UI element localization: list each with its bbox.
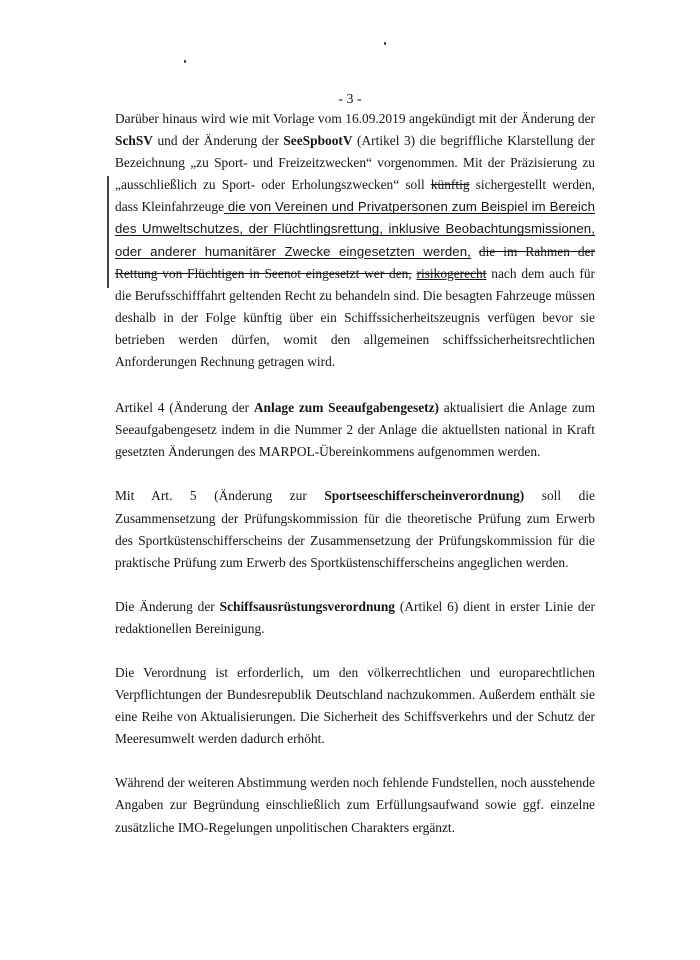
paragraph-schsv-amendment [115, 108, 595, 373]
inserted-text: die von Vereinen und Privatpersonen zum Beispiel im Bereich des Umweltschutzes, der Flüchtlingsrettung, inklusive Beobachtungsmissionen, oder anderer humanitärer Zwecke eingesetzten werden, [115, 199, 595, 259]
page-number: - 3 - [338, 92, 362, 107]
bold-term: SeeSpbootV [283, 133, 353, 149]
paragraph-necessity: Die Verordnung ist erforderlich, um den völkerrechtlichen und europarechtlichen Verpflichtungen der Bundesrepublik Deutschland nachzukommen. Außerdem enthält sie eine Reihe von Aktualisierungen. Die Sicherheit des Schiffsverkehrs und der Schutz der Meeresumwelt werden dadurch erhöht. [115, 664, 595, 747]
text-run: soll die Zusammensetzung der Prüfungskommission für die theoretische Prüfung zum Erwerb des Sportküstenschifferscheins der Zusammensetzung der Prüfungskommission für die praktische Prüfung zum Erwerb des Sportküstenschifferscheins angeglichen werden. [115, 488, 595, 570]
text-run: aktualisiert die Anlage zum Seeaufgabengesetz indem in die Nummer 2 der Anlage die aktuellsten national in Kraft gesetzten Änderungen des MARPOL-Übereinkommens aufgenommen werden. [115, 400, 596, 460]
bold-term: Sportseeschifferscheinverordnung) [324, 488, 525, 504]
paragraph-article-4 [115, 397, 595, 463]
text-run [471, 244, 479, 259]
change-bar [107, 176, 109, 288]
paragraph-further-coordination: Während der weiteren Abstimmung werden noch fehlende Fundstellen, noch ausstehende Angaben zur Begründung einschließlich zum Erfüllungsaufwand sowie ggf. einzelne zusätzliche IMO-Regelungen unpolitischen Charakters ergänzt. [115, 775, 595, 835]
scan-speck [384, 42, 386, 45]
text-run: und der Änderung der [152, 133, 284, 149]
text-run: Die Änderung der [115, 598, 220, 614]
paragraph-article-5 [115, 485, 595, 573]
paragraph-article-6 [115, 596, 595, 640]
bold-term: Schiffsausrüstungsverordnung [219, 598, 395, 614]
scan-speck [184, 60, 186, 63]
text-run: (Artikel 6) dient in erster Linie der redaktionellen Bereinigung. [115, 598, 595, 636]
text-run: sichergestellt werden, dass Kleinfahrzeuge [115, 177, 596, 215]
text-run: Mit Art. 5 (Änderung zur [115, 488, 325, 504]
document-body [115, 108, 595, 861]
text-run: Darüber hinaus wird wie mit Vorlage vom 16.09.2019 angekündigt mit der Änderung der [115, 111, 595, 126]
text-run: Artikel 4 (Änderung der [115, 400, 254, 416]
bold-term: SchSV [115, 133, 153, 149]
bold-term: Anlage zum Seeaufgabengesetz) [253, 400, 440, 416]
text-run: (Artikel 3) die begriffliche Klarstellung der Bezeichnung „zu Sport- und Freizeitzwecken“ vorgenommen. Mit der Präzisierung zu „ausschließlich zu Sport- oder Erholungszwecken“ soll [115, 133, 595, 193]
deleted-text: die im Rahmen der Rettung von Flüchtigen in Seenot eingesetzt wer den, [115, 243, 596, 281]
text-run: nach dem auch für die Berufsschifffahrt geltenden Recht zu behandeln sind. Die besagten Fahrzeuge müssen deshalb in der Folge künftig über ein Schiffssicherheitszeugnis verfügen bevor sie betrieben werden dürfen, womit den allgemeinen schiffssicherheitsrechtlichen Anforderungen Rechnung getragen wird. [115, 265, 595, 370]
deleted-text: künftig [430, 177, 470, 193]
deleted-inserted-text: risikogerecht [416, 265, 487, 281]
